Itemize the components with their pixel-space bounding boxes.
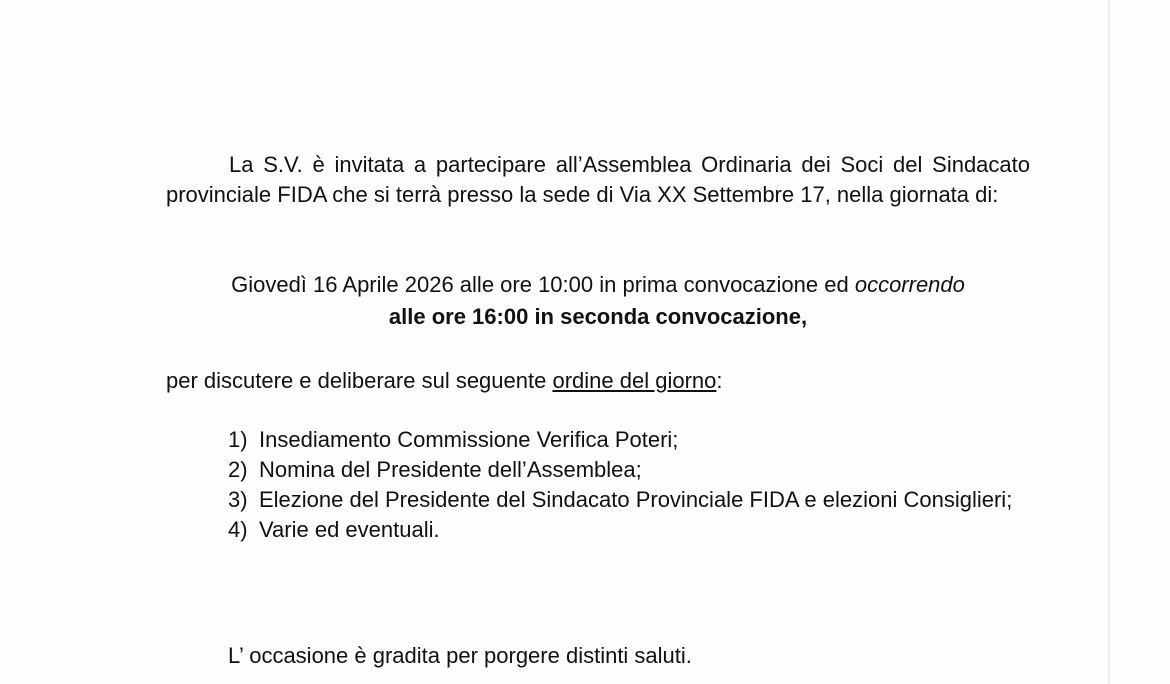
agenda-list xyxy=(228,425,1030,545)
intro-paragraph: La S.V. è invitata a partecipare all’Assemblea Ordinaria dei Soci del Sindacato provinciale FIDA che si terrà presso la sede di Via XX Settembre 17, nella giornata di: xyxy=(166,152,1030,207)
agenda-item-number: 4) xyxy=(228,517,248,542)
agenda-item-number: 1) xyxy=(228,427,248,452)
first-call-text: Giovedì 16 Aprile 2026 alle ore 10:00 in prima convocazione ed xyxy=(231,272,855,297)
agenda-item-text: Elezione del Presidente del Sindacato Provinciale FIDA e elezioni Consiglieri; xyxy=(259,487,1013,512)
agenda-item-number: 2) xyxy=(228,457,248,482)
agenda-item xyxy=(228,485,1030,515)
agenda-item-text: Varie ed eventuali. xyxy=(259,517,440,542)
discussion-suffix: : xyxy=(716,368,723,393)
agenda-item-text: Nomina del Presidente dell’Assemblea; xyxy=(259,457,642,482)
discussion-prefix: per discutere e deliberare sul seguente xyxy=(166,368,553,393)
closing-line: L’ occasione è gradita per porgere distinti saluti. xyxy=(228,643,692,668)
meeting-second-call: alle ore 16:00 in seconda convocazione, xyxy=(388,304,808,329)
agenda-label: ordine del giorno xyxy=(552,368,717,393)
discussion-line xyxy=(166,366,723,396)
meeting-first-call xyxy=(166,270,1030,300)
page-edge xyxy=(1108,0,1110,684)
occurrence-text: occorrendo xyxy=(854,272,965,297)
agenda-item-number: 3) xyxy=(228,487,248,512)
agenda-item xyxy=(228,425,1030,455)
agenda-item xyxy=(228,455,1030,485)
agenda-item-text: Insediamento Commissione Verifica Poteri; xyxy=(259,427,679,452)
agenda-item xyxy=(228,515,1030,545)
